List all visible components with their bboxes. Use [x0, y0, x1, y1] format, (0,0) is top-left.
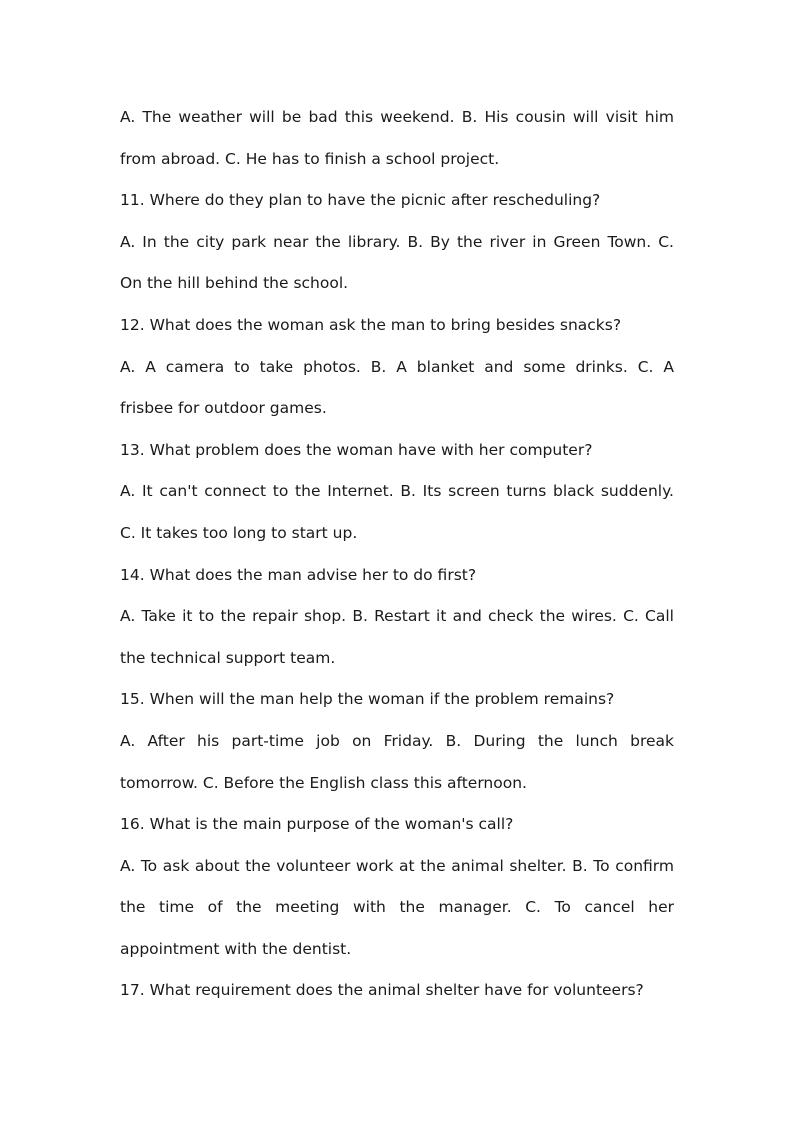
question-12: 12. What does the woman ask the man to bring besides snacks?: [120, 315, 622, 334]
question-13: 13. What problem does the woman have with her computer?: [120, 440, 593, 459]
question-15: 15. When will the man help the woman if the problem remains?: [120, 690, 615, 709]
text-line: C. It takes too long to start up.: [120, 523, 358, 542]
text-line: A. After his part-time job on Friday. B. During the lunch break: [120, 731, 674, 750]
text-line: the technical support team.: [120, 648, 336, 667]
text-line: A. A camera to take photos. B. A blanket and some drinks. C. A: [120, 357, 674, 376]
text-line: the time of the meeting with the manager. C. To cancel her: [120, 898, 674, 917]
text-line: A. It can't connect to the Internet. B. Its screen turns black suddenly.: [120, 482, 674, 501]
question-16: 16. What is the main purpose of the woman's call?: [120, 815, 514, 834]
text-line: A. The weather will be bad this weekend. B. His cousin will visit him: [120, 108, 674, 126]
question-14: 14. What does the man advise her to do first?: [120, 565, 477, 584]
question-11: 11. Where do they plan to have the picnic after rescheduling?: [120, 191, 601, 210]
question-text-block: [120, 97, 674, 1012]
text-line: A. To ask about the volunteer work at the animal shelter. B. To confirm: [120, 856, 674, 875]
text-line: On the hill behind the school.: [120, 274, 349, 293]
text-line: from abroad. C. He has to finish a school project.: [120, 149, 500, 168]
text-line: tomorrow. C. Before the English class this afternoon.: [120, 773, 527, 792]
text-line: A. Take it to the repair shop. B. Restart it and check the wires. C. Call: [120, 607, 674, 626]
question-17: 17. What requirement does the animal shelter have for volunteers?: [120, 981, 644, 1000]
text-line: appointment with the dentist.: [120, 939, 352, 958]
text-line: frisbee for outdoor games.: [120, 399, 327, 418]
text-line: A. In the city park near the library. B. By the river in Green Town. C.: [120, 232, 674, 251]
